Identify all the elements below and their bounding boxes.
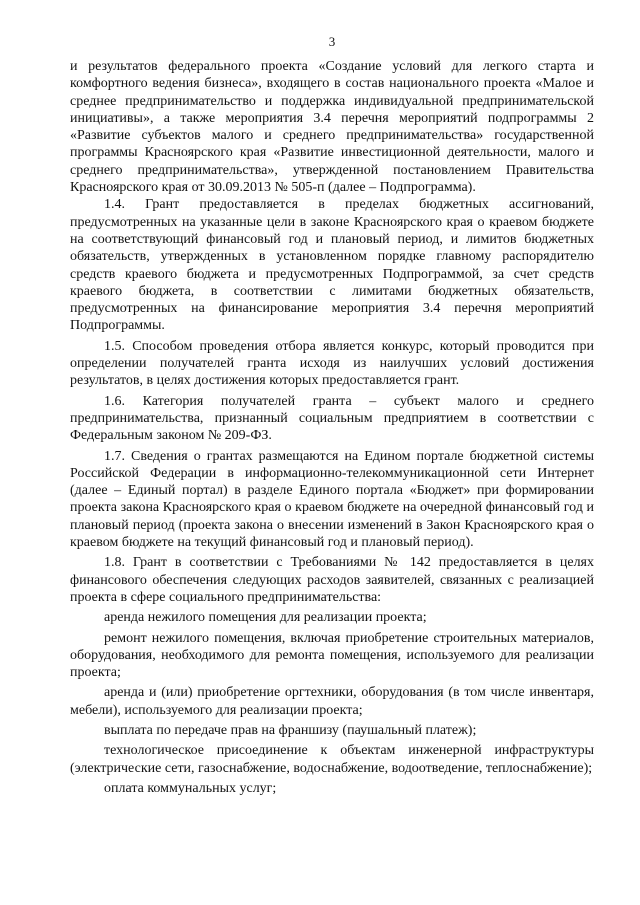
list-item-repair: ремонт нежилого помещения, включая приобретение строительных материалов, оборудования, необходимого для ремонта помещения, используемого для реализации проекта; bbox=[70, 630, 594, 681]
list-item-equipment: аренда и (или) приобретение оргтехники, оборудования (в том числе инвентаря, мебели), используемого для реализации проекта; bbox=[70, 685, 594, 718]
list-item-utilities: оплата коммунальных услуг; bbox=[104, 780, 277, 796]
paragraph-1-4: 1.4. Грант предоставляется в пределах бюджетных ассигнований, предусмотренных на указанные цели в законе Красноярского края о краевом бюджете на соответствующий финансовый год и плановый период, и лимитов бюджетных обязательств, утвержденных в установленном порядке главному распорядителю средств краевого бюджета и предусмотренных Подпрограммой, за счет средств краевого бюджета, в соответствии с лимитами бюджетных обязательств, предусмотренных на финансирование мероприятия 3.4 перечня мероприятий Подпрограммы. bbox=[70, 197, 594, 334]
list-item-rent: аренда нежилого помещения для реализации проекта; bbox=[104, 610, 427, 626]
paragraph-intro-continuation: и результатов федерального проекта «Создание условий для легкого старта и комфортного ведения бизнеса», входящего в состав национального проекта «Малое и среднее предпринимательство и поддержка индивидуальной предпринимательской инициативы», а также мероприятия 3.4 перечня мероприятий подпрограммы 2 «Развитие субъектов малого и среднего предпринимательства» государственной программы Красноярского края «Развитие инвестиционной деятельности, малого и среднего предпринимательства», утвержденной постановлением Правительства Красноярского края от 30.09.2013 № 505-п (далее – Подпрограмма). bbox=[70, 59, 594, 196]
paragraph-1-7: 1.7. Сведения о грантах размещаются на Едином портале бюджетной системы Российской Федерации в информационно-телекоммуникационной сети Интернет (далее – Единый портал) в разделе Единого портала «Бюджет» при формировании проекта закона Красноярского края о краевом бюджете на очередной финансовый год и плановый период (проекта закона о внесении изменений в Закон Красноярского края о краевом бюджете на текущий финансовый год и плановый период). bbox=[70, 448, 594, 551]
paragraph-1-6: 1.6. Категория получателей гранта – субъект малого и среднего предпринимательства, признанный социальным предприятием в соответствии с Федеральным законом № 209-ФЗ. bbox=[70, 393, 594, 444]
document-body bbox=[70, 58, 594, 797]
list-item-connection: технологическое присоединение к объектам инженерной инфраструктуры (электрические сети, газоснабжение, водоснабжение, водоотведение, теплоснабжение); bbox=[70, 743, 594, 776]
list-item-franchise: выплата по передаче прав на франшизу (паушальный платеж); bbox=[104, 722, 477, 738]
paragraph-1-8: 1.8. Грант в соответствии с Требованиями № 142 предоставляется в целях финансового обеспечения следующих расходов заявителей, связанных с реализацией проекта в сфере социального предпринимательства: bbox=[70, 555, 594, 605]
page-number: 3 bbox=[328, 34, 336, 49]
paragraph-1-5: 1.5. Способом проведения отбора является конкурс, который проводится при определении получателей гранта исходя из наилучших условий достижения результатов, в целях достижения которых предоставляется грант. bbox=[70, 338, 594, 389]
